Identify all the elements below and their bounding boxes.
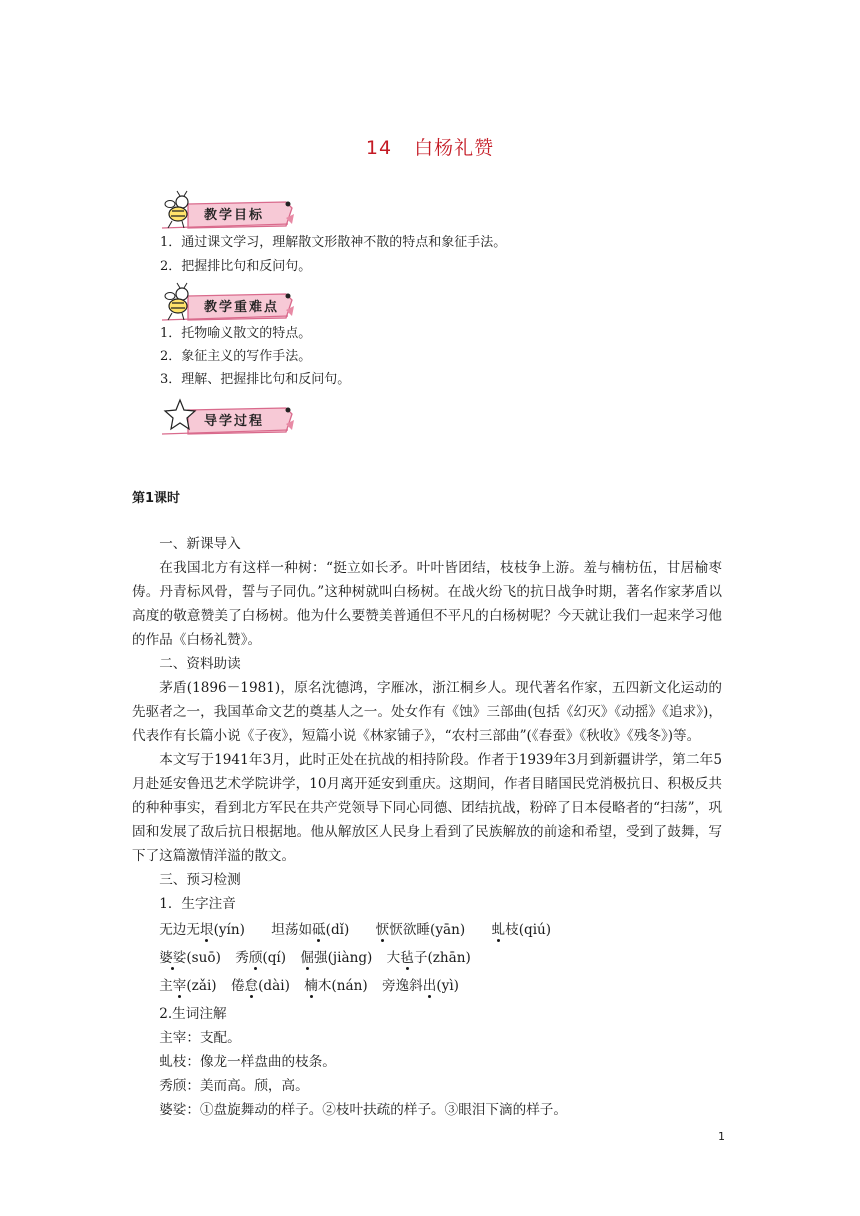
pinyin-item: 旁逸斜出(yì)	[381, 978, 459, 994]
pinyin-item: 大毡子(zhān)	[386, 950, 471, 966]
pinyin-item: 无边无垠(yín)	[159, 922, 245, 938]
pinyin-item: 坦荡如砥(dǐ)	[271, 922, 350, 938]
goal-item: 2．把握排比句和反问句。	[160, 259, 312, 274]
pinyin-item: 楠木(nán)	[304, 978, 368, 994]
sub-heading: 2.生词注解	[159, 1006, 227, 1022]
banner-process	[158, 396, 298, 438]
pinyin-item: 虬枝(qiú)	[491, 922, 552, 938]
definition-item: 秀颀：美而高。颀，高。	[159, 1078, 309, 1094]
lesson-period: 第1课时	[132, 491, 181, 506]
pinyin-item: 恹恹欲睡(yān)	[375, 922, 466, 938]
goal-item: 1．通过课文学习，理解散文形散神不散的特点和象征手法。	[160, 235, 507, 250]
paragraph: 茅盾(1896－1981)，原名沈德鸿，字雁冰，浙江桐乡人。现代著名作家，五四新文化运动的先驱者之一，我国革命文艺的奠基人之一。处女作有《蚀》三部曲(包括《幻灭》《动摇》《追求》)，代表作有长篇小说《子夜》，短篇小说《林家铺子》，“农村三部曲”(《春蚕》《秋收》《残冬》)等。	[132, 680, 722, 744]
pinyin-item: 主宰(zǎi)	[159, 978, 217, 994]
section-heading: 一、新课导入	[159, 536, 241, 552]
key-point-item: 2．象征主义的写作手法。	[160, 349, 312, 364]
definition-item: 婆娑：①盘旋舞动的样子。②枝叶扶疏的样子。③眼泪下滴的样子。	[159, 1102, 567, 1118]
banner-goals	[158, 190, 298, 232]
page-title	[0, 133, 860, 160]
pinyin-row	[132, 916, 722, 944]
section-heading: 三、预习检测	[159, 872, 241, 888]
key-point-item: 1．托物喻义散文的特点。	[160, 326, 312, 341]
paragraph: 本文写于1941年3月，此时正处在抗战的相持阶段。作者于1939年3月到新疆讲学，第二年5月赴延安鲁迅艺术学院讲学，10月离开延安到重庆。这期间，作者目睹国民党消极抗日、积极反共的种种事实，看到北方军民在共产党领导下同心同德、团结抗战，粉碎了日本侵略者的“扫荡”，巩固和发展了敌后抗日根据地。他从解放区人民身上看到了民族解放的前途和希望，受到了鼓舞，写下了这篇激情洋溢的散文。	[132, 752, 722, 864]
pinyin-row	[132, 972, 722, 1000]
pinyin-item: 倔强(jiàng)	[300, 950, 373, 966]
page-number: 1	[718, 1130, 725, 1143]
lesson-title: 白杨礼赞	[414, 137, 495, 159]
paragraph: 在我国北方有这样一种树：“挺立如长矛。叶叶皆团结，枝枝争上游。羞与楠枋伍，甘居榆枣俦。丹青标风骨，誓与子同仇。”这种树就叫白杨树。在战火纷飞的抗日战争时期，著名作家茅盾以高度的敬意赞美了白杨树。他为什么要赞美普通但不平凡的白杨树呢？今天就让我们一起来学习他的作品《白杨礼赞》。	[132, 560, 722, 648]
pinyin-item: 婆娑(suō)	[159, 950, 221, 966]
sub-heading: 1．生字注音	[159, 896, 236, 912]
pinyin-row	[132, 944, 722, 972]
definition-item: 主宰：支配。	[159, 1030, 241, 1046]
main-content	[132, 532, 722, 1122]
key-point-item: 3．理解、把握排比句和反问句。	[160, 372, 351, 387]
banner-goals-label: 教学目标	[204, 208, 265, 223]
pinyin-item: 秀颀(qí)	[235, 950, 287, 966]
banner-key-points-label: 教学重难点	[204, 300, 280, 315]
banner-key-points	[158, 282, 298, 324]
pinyin-item: 倦怠(dài)	[230, 978, 290, 994]
section-heading: 二、资料助读	[159, 656, 241, 672]
lesson-number: 14	[365, 137, 393, 159]
definition-item: 虬枝：像龙一样盘曲的枝条。	[159, 1054, 336, 1070]
banner-process-label: 导学过程	[204, 414, 265, 429]
